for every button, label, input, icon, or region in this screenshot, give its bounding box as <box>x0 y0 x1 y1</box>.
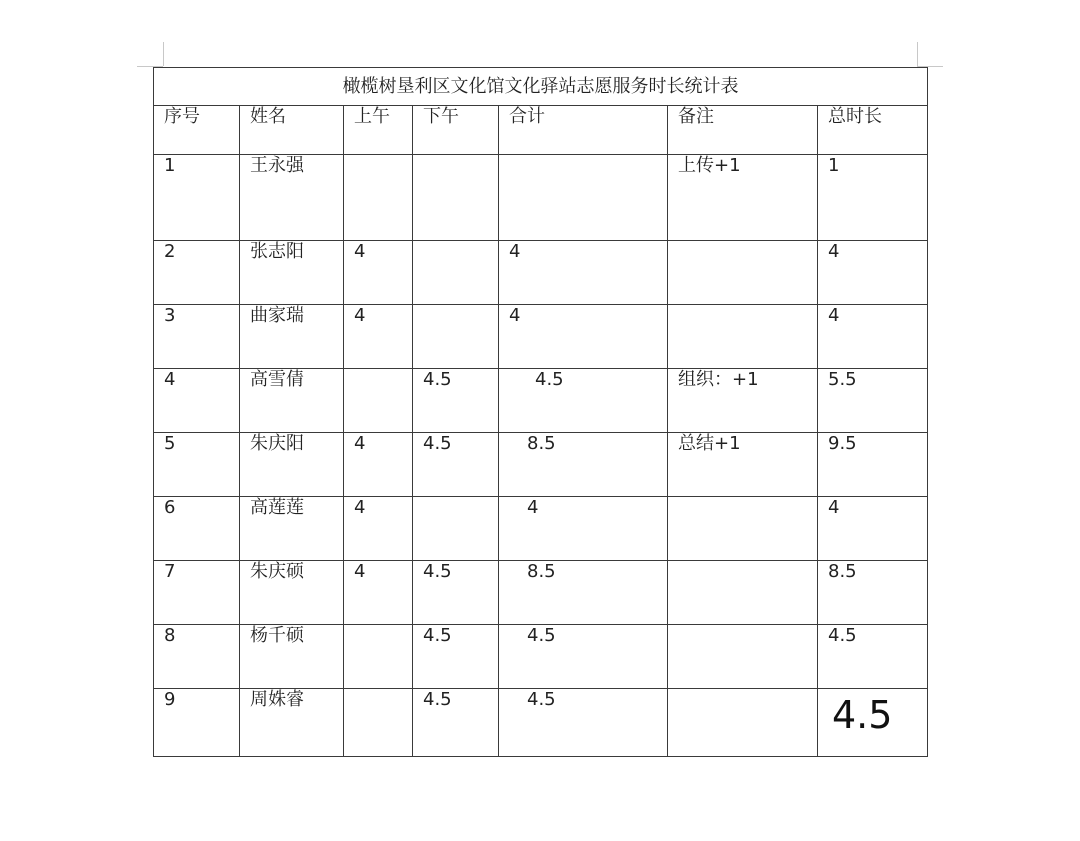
cell-no: 7 <box>154 561 240 625</box>
cell-no: 3 <box>154 305 240 369</box>
cell-sum: 4.5 <box>499 689 668 757</box>
cell-am <box>344 689 413 757</box>
cell-sum: 4.5 <box>499 369 668 433</box>
cell-note <box>668 561 818 625</box>
cell-sum: 4 <box>499 305 668 369</box>
cell-am: 4 <box>344 305 413 369</box>
margin-guide-left-vertical <box>163 42 164 66</box>
cell-sum: 4.5 <box>499 625 668 689</box>
cell-pm: 4.5 <box>413 561 499 625</box>
cell-pm: 4.5 <box>413 369 499 433</box>
cell-pm: 4.5 <box>413 689 499 757</box>
cell-no: 6 <box>154 497 240 561</box>
cell-name: 高雪倩 <box>240 369 344 433</box>
table-row <box>154 689 928 757</box>
cell-note: 上传+1 <box>668 155 818 241</box>
margin-guide-right-vertical <box>917 42 918 66</box>
cell-total: 4 <box>818 497 928 561</box>
cell-name: 曲家瑞 <box>240 305 344 369</box>
header-cell-name: 姓名 <box>240 106 344 155</box>
header-cell-sum: 合计 <box>499 106 668 155</box>
cell-no: 2 <box>154 241 240 305</box>
cell-total: 5.5 <box>818 369 928 433</box>
cell-total: 4 <box>818 241 928 305</box>
header-cell-note: 备注 <box>668 106 818 155</box>
table-row <box>154 369 928 433</box>
cell-pm <box>413 497 499 561</box>
cell-pm: 4.5 <box>413 625 499 689</box>
cell-am: 4 <box>344 561 413 625</box>
cell-note: 组织：+1 <box>668 369 818 433</box>
cell-total: 4 <box>818 305 928 369</box>
cell-am <box>344 369 413 433</box>
cell-am: 4 <box>344 433 413 497</box>
cell-name: 高莲莲 <box>240 497 344 561</box>
cell-note <box>668 625 818 689</box>
cell-total: 8.5 <box>818 561 928 625</box>
cell-name: 杨千硕 <box>240 625 344 689</box>
cell-am: 4 <box>344 241 413 305</box>
header-row <box>154 106 928 155</box>
cell-pm <box>413 241 499 305</box>
table-row <box>154 241 928 305</box>
cell-total: 4.5 <box>818 625 928 689</box>
cell-name: 朱庆阳 <box>240 433 344 497</box>
cell-sum: 4 <box>499 497 668 561</box>
cell-sum: 8.5 <box>499 561 668 625</box>
cell-name: 朱庆硕 <box>240 561 344 625</box>
cell-sum: 8.5 <box>499 433 668 497</box>
cell-note <box>668 305 818 369</box>
cell-no: 5 <box>154 433 240 497</box>
cell-pm <box>413 155 499 241</box>
table-row <box>154 625 928 689</box>
table-row <box>154 305 928 369</box>
cell-total: 4.5 <box>818 689 928 757</box>
cell-name: 周姝睿 <box>240 689 344 757</box>
cell-name: 张志阳 <box>240 241 344 305</box>
header-cell-am: 上午 <box>344 106 413 155</box>
table-row <box>154 155 928 241</box>
header-cell-no: 序号 <box>154 106 240 155</box>
cell-sum <box>499 155 668 241</box>
table-row <box>154 561 928 625</box>
cell-pm <box>413 305 499 369</box>
cell-pm: 4.5 <box>413 433 499 497</box>
title-row <box>154 68 928 106</box>
cell-no: 8 <box>154 625 240 689</box>
cell-total: 1 <box>818 155 928 241</box>
cell-sum: 4 <box>499 241 668 305</box>
table-title: 橄榄树垦利区文化馆文化驿站志愿服务时长统计表 <box>154 68 928 106</box>
cell-total: 9.5 <box>818 433 928 497</box>
cell-note: 总结+1 <box>668 433 818 497</box>
cell-no: 1 <box>154 155 240 241</box>
table-row <box>154 433 928 497</box>
header-cell-total: 总时长 <box>818 106 928 155</box>
cell-name: 王永强 <box>240 155 344 241</box>
cell-no: 9 <box>154 689 240 757</box>
volunteer-hours-table <box>153 67 928 757</box>
cell-am: 4 <box>344 497 413 561</box>
cell-note <box>668 241 818 305</box>
cell-note <box>668 497 818 561</box>
cell-note <box>668 689 818 757</box>
header-cell-pm: 下午 <box>413 106 499 155</box>
table-row <box>154 497 928 561</box>
cell-no: 4 <box>154 369 240 433</box>
cell-am <box>344 155 413 241</box>
cell-am <box>344 625 413 689</box>
